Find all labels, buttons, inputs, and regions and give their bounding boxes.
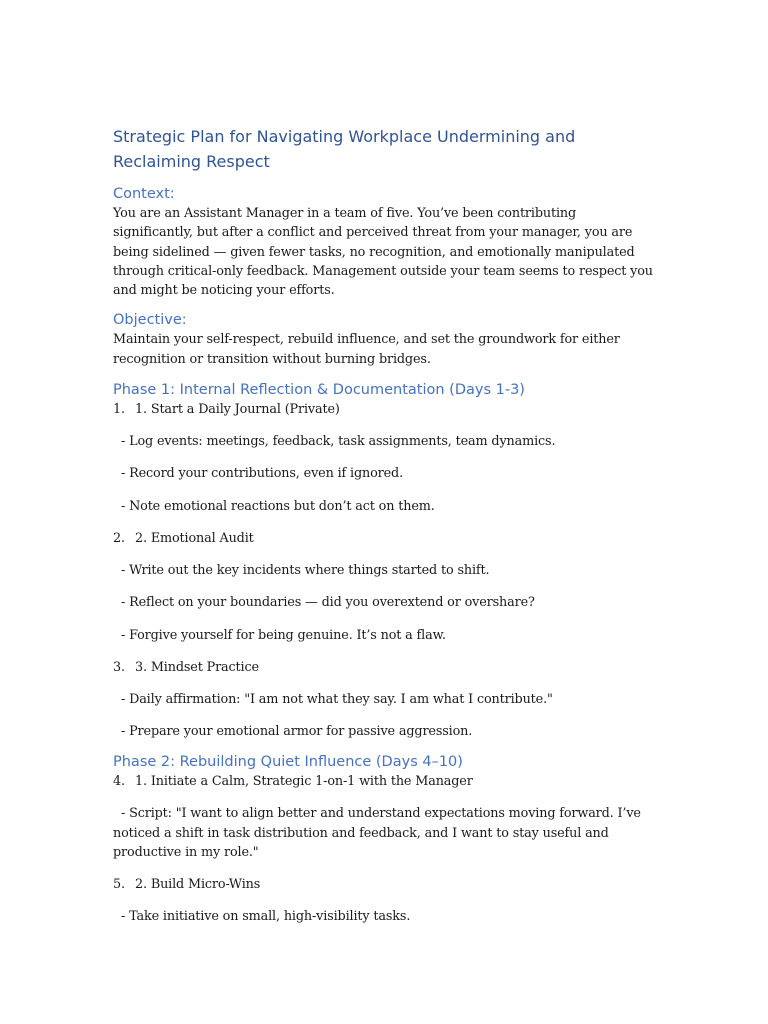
list-number: 5. [113, 877, 125, 893]
bullet-text: - Log events: meetings, feedback, task assignments, team dynamics. [121, 434, 556, 450]
bullet-text: - Script: "I want to align better and understand expectations moving forward. I’ve noticed a shift in task distribution and feedback, and I want to stay useful and productive in my role." [113, 806, 641, 861]
context-paragraph: You are an Assistant Manager in a team of five. You’ve been contributing significantly, but after a conflict and perceived threat from your manager, you are being sidelined — given fewer tasks, no recognition, and emotionally manipulated through critical-only feedback. Management outside your team seems to respect you and might be noticing your efforts. [113, 206, 653, 299]
list-item [113, 772, 658, 791]
bullet-text: - Record your contributions, even if ignored. [121, 466, 404, 482]
list-number: 3. [113, 659, 125, 675]
bullet-text: - Prepare your emotional armor for passive aggression. [121, 724, 473, 740]
document-title: Strategic Plan for Navigating Workplace Undermining and Reclaiming Respect [113, 127, 576, 171]
phase1-heading: Phase 1: Internal Reflection & Documentation (Days 1-3) [113, 382, 525, 399]
list-number: 2. [113, 530, 125, 546]
bullet-text: - Forgive yourself for being genuine. It’s not a flaw. [121, 627, 446, 643]
bullet-text: - Daily affirmation: "I am not what they say. I am what I contribute." [121, 691, 553, 707]
objective-heading: Objective: [113, 312, 187, 329]
context-heading: Context: [113, 186, 175, 202]
list-item-label: 2. Emotional Audit [135, 530, 254, 546]
bullet-text: - Reflect on your boundaries — did you overextend or overshare? [121, 595, 535, 611]
list-item-label: 1. Initiate a Calm, Strategic 1-on-1 with the Manager [135, 774, 473, 790]
list-item [113, 875, 658, 894]
list-item [113, 658, 658, 677]
phase2-heading: Phase 2: Rebuilding Quiet Influence (Days 4–10) [113, 754, 463, 771]
list-item-label: 1. Start a Daily Journal (Private) [135, 402, 340, 418]
list-item [113, 529, 658, 548]
list-item-label: 3. Mindset Practice [135, 659, 259, 675]
list-item [113, 400, 658, 419]
bullet-text: - Write out the key incidents where things started to shift. [121, 562, 490, 578]
document-page [113, 124, 658, 927]
bullet-text: - Take initiative on small, high-visibility tasks. [121, 909, 411, 925]
bullet-text: - Note emotional reactions but don’t act on them. [121, 498, 435, 514]
objective-paragraph: Maintain your self-respect, rebuild influence, and set the groundwork for either recognition or transition without burning bridges. [113, 332, 620, 367]
list-number: 1. [113, 402, 125, 418]
list-number: 4. [113, 774, 125, 790]
list-item-label: 2. Build Micro-Wins [135, 877, 261, 893]
